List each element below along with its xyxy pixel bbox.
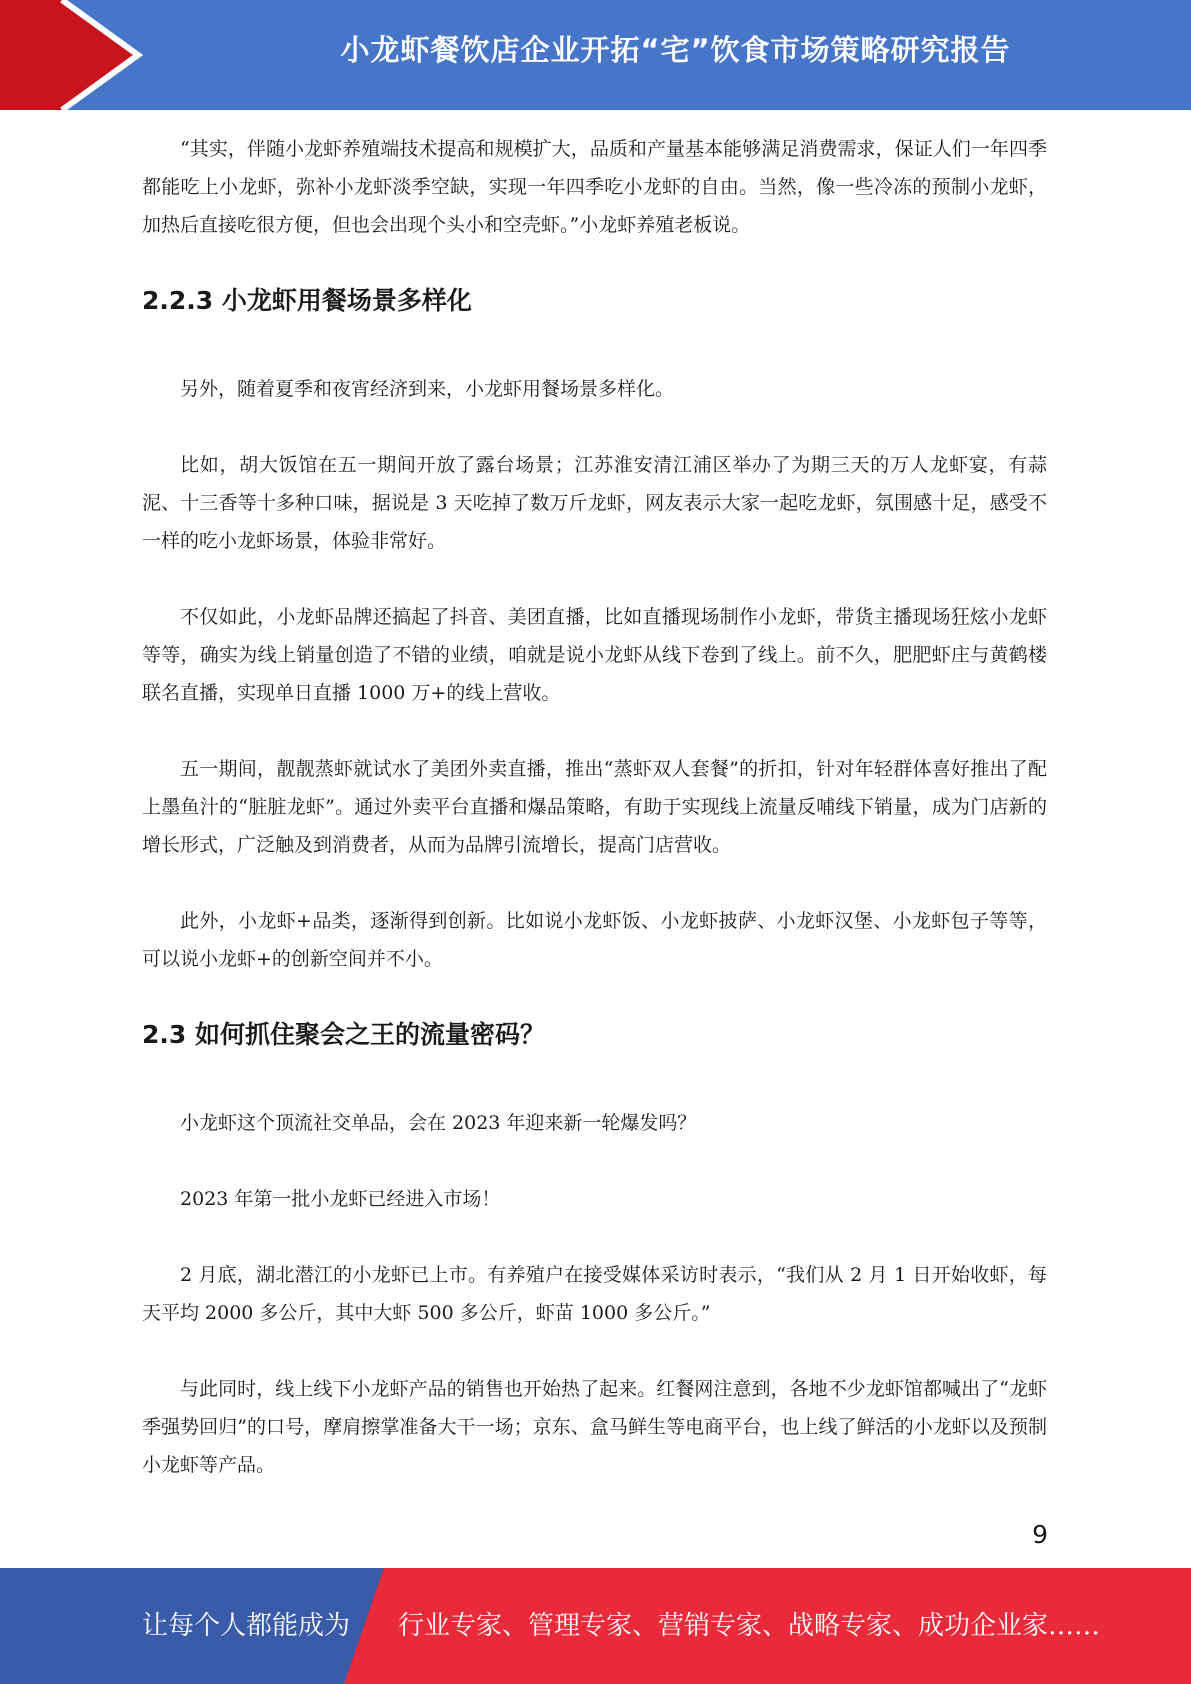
- paragraph-qianjiang: 2 月底，湖北潜江的小龙虾已上市。有养殖户在接受媒体采访时表示，“我们从 2 月 1 日开始收虾，每天平均 2000 多公斤，其中大虾 500 多公斤，虾苗 1000 多公斤。”: [142, 1264, 1047, 1324]
- paragraph-examples: 比如，胡大饭馆在五一期间开放了露台场景；江苏淮安清江浦区举办了为期三天的万人龙虾宴，有蒜泥、十三香等十多种口味，据说是 3 天吃掉了数万斤龙虾，网友表示大家一起吃龙虾，氛围感十足，感受不一样的吃小龙虾场景，体验非常好。: [142, 454, 1047, 552]
- paragraph-category-innovation: 此外，小龙虾+品类，逐渐得到创新。比如说小龙虾饭、小龙虾披萨、小龙虾汉堡、小龙虾包子等等，可以说小龙虾+的创新空间并不小。: [142, 910, 1047, 970]
- footer-slogan-left: 让每个人都能成为: [142, 1611, 351, 1641]
- page-footer: [0, 1568, 1191, 1684]
- section-heading-2-3: 2.3 如何抓住聚会之王的流量密码？: [142, 1020, 545, 1049]
- paragraph-livestream: 不仅如此，小龙虾品牌还搞起了抖音、美团直播，比如直播现场制作小龙虾，带货主播现场狂炫小龙虾等等，确实为线上销量创造了不错的业绩，咱就是说小龙虾从线下卷到了线上。前不久，肥肥虾庄与黄鹤楼联名直播，实现单日直播 1000 万+的线上营收。: [142, 606, 1047, 704]
- page-header: [0, 0, 1191, 110]
- paragraph-sales-heating: 与此同时，线上线下小龙虾产品的销售也开始热了起来。红餐网注意到，各地不少龙虾馆都喊出了“龙虾季强势回归”的口号，摩肩擦掌准备大干一场；京东、盒马鲜生等电商平台，也上线了鲜活的小龙虾以及预制小龙虾等产品。: [142, 1378, 1047, 1476]
- header-arrow-icon: [0, 0, 160, 110]
- paragraph-delivery-livestream: 五一期间，靓靓蒸虾就试水了美团外卖直播，推出“蒸虾双人套餐”的折扣，针对年轻群体喜好推出了配上墨鱼汁的“脏脏龙虾”。通过外卖平台直播和爆品策略，有助于实现线上流量反哺线下销量，成为门店新的增长形式，广泛触及到消费者，从而为品牌引流增长，提高门店营收。: [142, 758, 1047, 856]
- page-number: 9: [1032, 1520, 1048, 1549]
- page-content: [142, 130, 1047, 1522]
- paragraph-question: 小龙虾这个顶流社交单品，会在 2023 年迎来新一轮爆发吗？: [180, 1112, 697, 1134]
- paragraph-first-batch: 2023 年第一批小龙虾已经进入市场！: [180, 1188, 501, 1210]
- paragraph-quote: “其实，伴随小龙虾养殖端技术提高和规模扩大，品质和产量基本能够满足消费需求，保证人们一年四季都能吃上小龙虾，弥补小龙虾淡季空缺，实现一年四季吃小龙虾的自由。当然，像一些冷冻的预制小龙虾，加热后直接吃很方便，但也会出现个头小和空壳虾。”小龙虾养殖老板说。: [142, 138, 1047, 236]
- section-heading-2-2-3: 2.2.3 小龙虾用餐场景多样化: [142, 286, 472, 315]
- paragraph-dining-scenes: 另外，随着夏季和夜宵经济到来，小龙虾用餐场景多样化。: [180, 378, 675, 400]
- report-title: 小龙虾餐饮店企业开拓“宅”饮食市场策略研究报告: [340, 33, 1011, 67]
- footer-slogan-right: 行业专家、管理专家、营销专家、战略专家、成功企业家……: [398, 1611, 1101, 1641]
